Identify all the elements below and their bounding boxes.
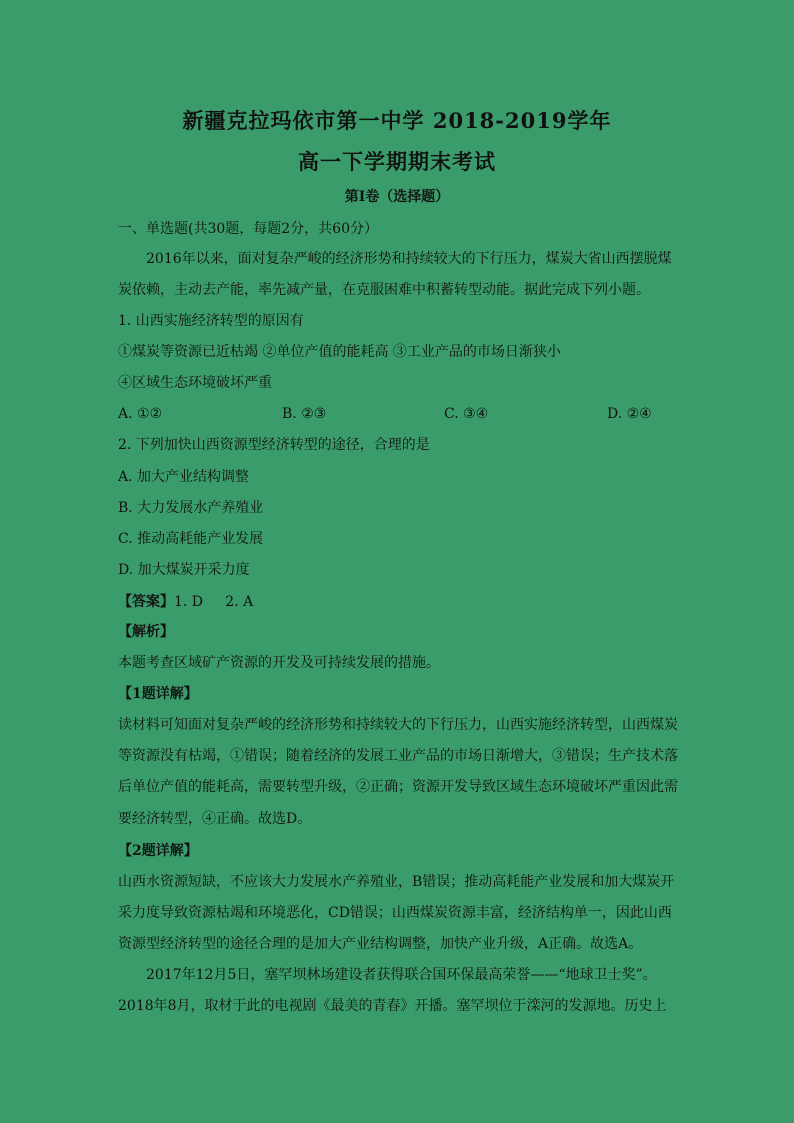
q1-option-d: D. ②④ <box>607 406 652 422</box>
passage1-line2: 炭依赖，主动去产能，率先减产量，在克服困难中积蓄转型动能。据此完成下列小题。 <box>118 282 650 298</box>
q1-option-c: C. ③④ <box>444 406 489 422</box>
part-header: 一、单选题(共30题，每题2分，共60分） <box>118 221 378 237</box>
answer-text: 1. D 2. A <box>174 594 254 610</box>
doc-title-line1: 新疆克拉玛依市第一中学 2018-2019学年 <box>182 108 612 133</box>
analysis-text: 本题考查区域矿产资源的开发及可持续发展的措施。 <box>118 655 440 671</box>
q2-option-d: D. 加大煤炭开采力度 <box>118 562 250 578</box>
answer-label: 【答案】 <box>118 594 174 610</box>
q2-option-b: B. 大力发展水产养殖业 <box>118 500 264 516</box>
detail2-line3: 资源型经济转型的途径合理的是加大产业结构调整，加快产业升级，A正确。故选A。 <box>118 936 643 952</box>
detail2-line2: 采力度导致资源枯竭和环境恶化，CD错误；山西煤炭资源丰富，经济结构单一，因此山西 <box>118 905 672 921</box>
analysis-label: 【解析】 <box>118 624 174 640</box>
detail1-line1: 读材料可知面对复杂严峻的经济形势和持续较大的下行压力，山西实施经济转型，山西煤炭 <box>118 717 678 733</box>
q2-stem: 2. 下列加快山西资源型经济转型的途径，合理的是 <box>118 437 430 453</box>
q2-option-c: C. 推动高耗能产业发展 <box>118 531 264 547</box>
detail1-line3: 后单位产值的能耗高，需要转型升级，②正确；资源开发导致区域生态环境破坏严重因此需 <box>118 779 678 795</box>
detail1-line2: 等资源没有枯竭，①错误；随着经济的发展工业产品的市场日渐增大，③错误；生产技术落 <box>118 748 678 764</box>
detail2-label: 【2题详解】 <box>118 843 198 859</box>
detail1-line4: 要经济转型，④正确。故选D。 <box>118 811 312 827</box>
q1-option-a: A. ①② <box>118 406 163 422</box>
detail2-line1: 山西水资源短缺，不应该大力发展水产养殖业，B错误；推动高耗能产业发展和加大煤炭开 <box>118 874 675 890</box>
detail1-label: 【1题详解】 <box>118 686 198 702</box>
q1-items-line1: ①煤炭等资源已近枯竭 ②单位产值的能耗高 ③工业产品的市场日渐狭小 <box>118 344 561 360</box>
q1-items-line2: ④区域生态环境破坏严重 <box>118 375 272 391</box>
q2-option-a: A. 加大产业结构调整 <box>118 469 250 485</box>
q1-stem: 1. 山西实施经济转型的原因有 <box>118 313 304 329</box>
passage2-line2: 2018年8月，取材于此的电视剧《最美的青春》开播。塞罕坝位于滦河的发源地。历史上 <box>118 998 667 1014</box>
passage1-line1: 2016年以来，面对复杂严峻的经济形势和持续较大的下行压力，煤炭大省山西摆脱煤 <box>146 251 672 267</box>
answer-row <box>118 592 678 612</box>
passage2-line1: 2017年12月5日，塞罕坝林场建设者获得联合国环保最高荣誉——“地球卫士奖”。 <box>146 967 657 983</box>
q1-option-b: B. ②③ <box>282 406 327 422</box>
section-heading: 第I卷（选择题） <box>344 189 450 205</box>
doc-title-line2: 高一下学期期末考试 <box>298 149 496 174</box>
